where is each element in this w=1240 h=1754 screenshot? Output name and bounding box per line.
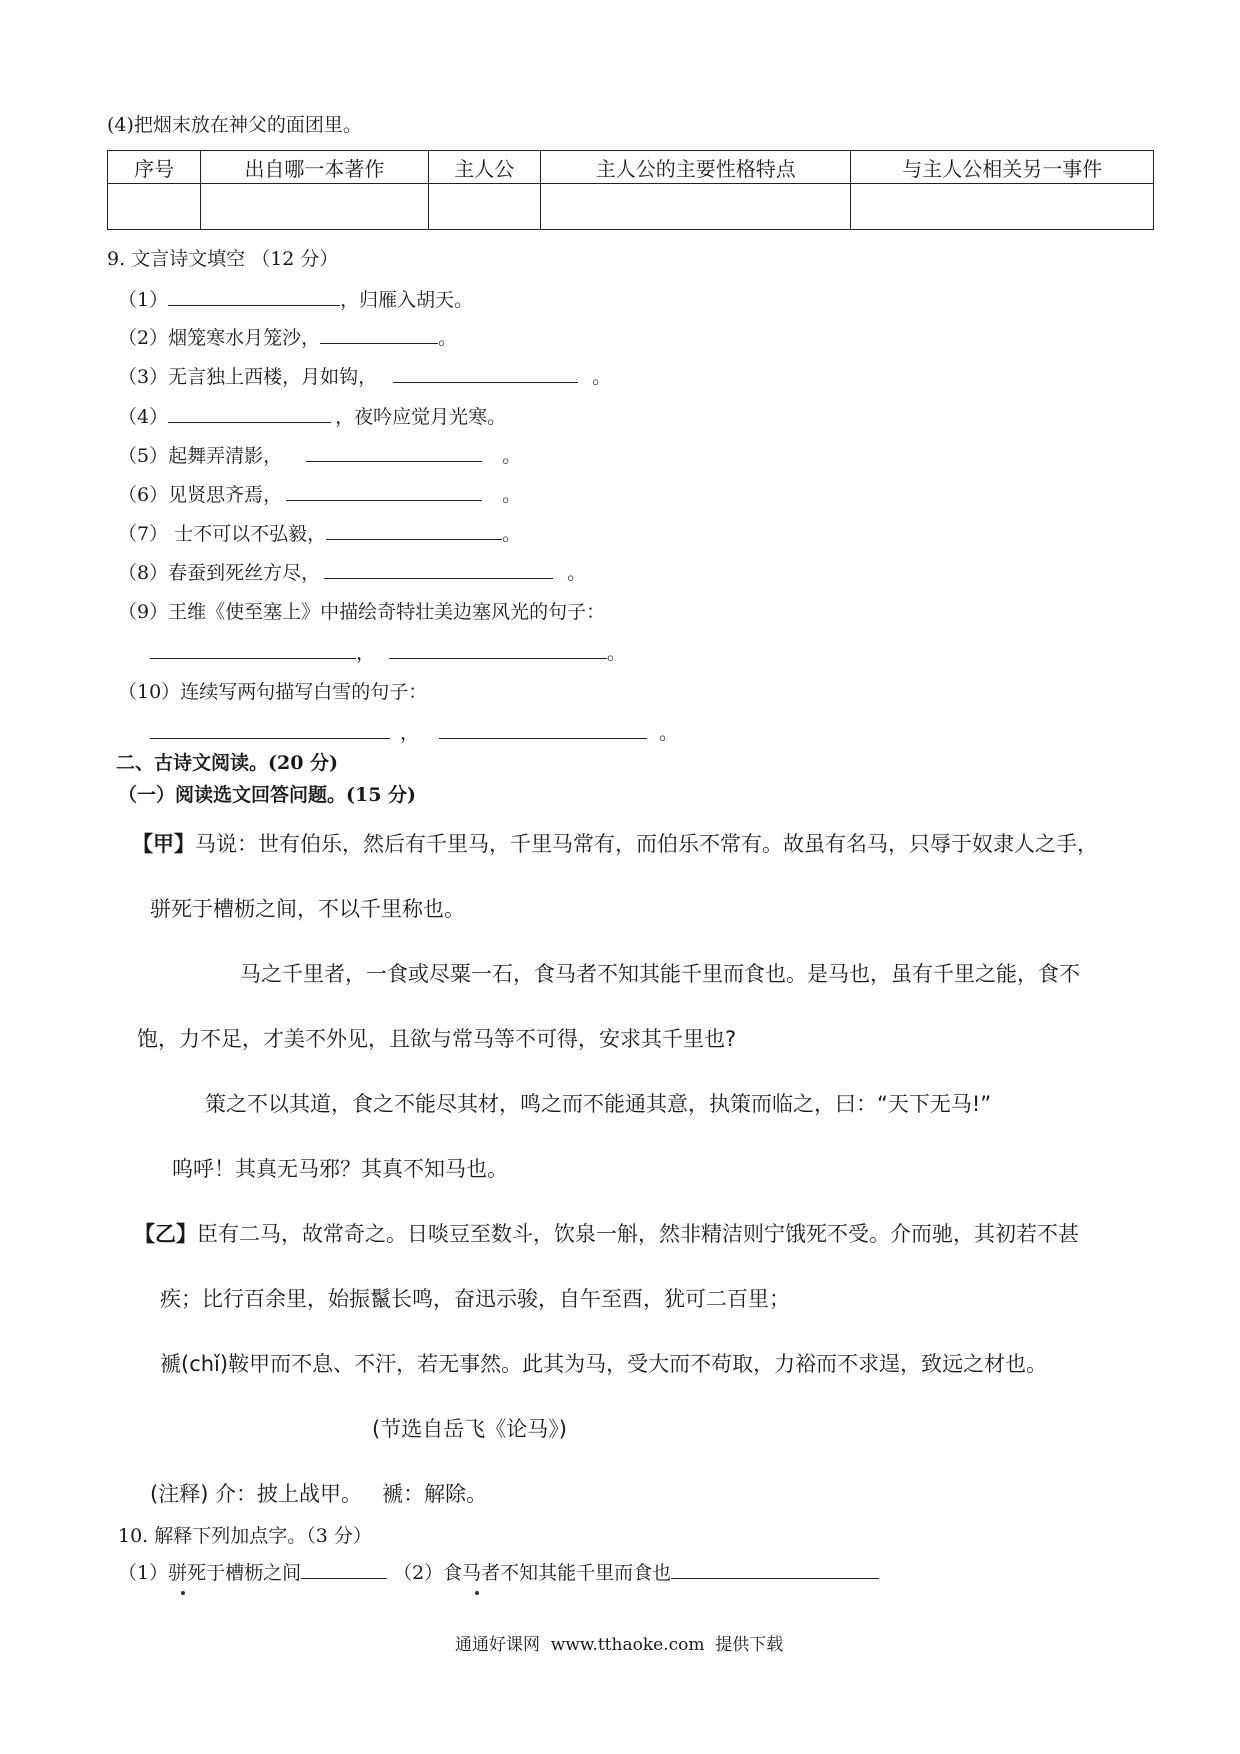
q9-item-10-answer-line (150, 718, 678, 745)
item-text: ，归雁入胡天。 (340, 289, 474, 311)
answer-blank[interactable] (389, 639, 607, 659)
q9-item-7 (118, 519, 521, 546)
item-number: （7） (118, 523, 169, 545)
passage-text: 臣有二马，故常奇之。日啖豆至数斗，饮泉一斛，然非精洁则宁饿死不受。介而驰，其初若不甚 (197, 1222, 1079, 1246)
q9-item-9 (118, 597, 605, 624)
table-row (108, 184, 1154, 230)
table-header: 出自哪一本著作 (201, 151, 428, 184)
passage-jia-line-6: 呜呼！其真无马邪？其真不知马也。 (172, 1157, 508, 1181)
item-end: 。 (438, 327, 458, 349)
item-number: （1） (118, 289, 169, 311)
table-cell[interactable] (428, 184, 540, 230)
passage-jia-line-4: 饱，力不足，才美不外见，且欲与常马等不可得，安求其千里也? (137, 1027, 737, 1051)
q9-item-10 (118, 677, 427, 704)
q10-items (118, 1558, 879, 1585)
answer-blank[interactable] (439, 719, 647, 739)
item-number: （5） (118, 445, 169, 467)
table-header: 主人公的主要性格特点 (541, 151, 851, 184)
passage-yi-line-1 (134, 1218, 1079, 1248)
passage-text: 马说：世有伯乐，然后有千里马，千里马常有，而伯乐不常有。故虽有名马，只辱于奴隶人之手， (195, 832, 1098, 856)
answer-blank[interactable] (150, 719, 390, 739)
item-text: 烟笼寒水月笼沙， (168, 327, 321, 349)
section-2-subtitle: （一）阅读选文回答问题。(15 分) (118, 784, 417, 806)
separator: ， (356, 642, 376, 664)
section-2-title: 二、古诗文阅读。(20 分) (116, 752, 339, 774)
q9-item-3 (118, 362, 611, 389)
table-header-row (108, 151, 1154, 184)
answer-blank[interactable] (320, 324, 438, 344)
answer-blank[interactable] (671, 1559, 879, 1579)
item-number: （9） (118, 601, 169, 623)
item-number: （6） (118, 484, 169, 506)
q10-item-1: （1）骈死于槽枥之间 (118, 1562, 302, 1584)
emphasis-dot (475, 1591, 479, 1595)
passage-yi-line-3: 褫(chǐ)鞍甲而不息、不汗，若无事然。此其为马，受大而不苟取，力裕而不求逞，致远之材也。 (160, 1352, 1048, 1376)
jia-label: 【甲】 (132, 832, 195, 856)
item-number: （2） (118, 327, 169, 349)
table-cell[interactable] (851, 184, 1154, 230)
item-text: 连续写两句描写白雪的句子： (180, 681, 428, 703)
answer-blank[interactable] (168, 286, 340, 306)
table-cell[interactable] (201, 184, 428, 230)
table-cell[interactable] (541, 184, 851, 230)
item-end: 。 (659, 722, 679, 744)
item-number: （3） (118, 366, 169, 388)
item-end: 。 (567, 562, 587, 584)
q9-item-2 (118, 323, 457, 350)
item-number: （8） (118, 562, 169, 584)
answer-blank[interactable] (286, 481, 482, 501)
q9-item-6 (118, 480, 521, 507)
passage-yi-line-2: 疾；比行百余里，始振鬣长鸣，奋迅示骏，自午至酉，犹可二百里； (160, 1287, 790, 1311)
item-text: 王维《使至塞上》中描绘奇特壮美边塞风光的句子： (168, 601, 606, 623)
table-cell[interactable] (108, 184, 201, 230)
answer-blank[interactable] (393, 363, 578, 383)
item-number: （10） (118, 681, 181, 703)
q9-item-4 (118, 402, 506, 429)
item-text: 士不可以不弘毅， (174, 523, 327, 545)
q9-title: 9. 文言诗文填空 （12 分） (107, 248, 339, 270)
q9-item-8 (118, 558, 586, 585)
yi-label: 【乙】 (134, 1222, 197, 1246)
table-header: 序号 (108, 151, 201, 184)
item-end: 。 (502, 484, 522, 506)
item-end: 。 (607, 642, 627, 664)
item-text: 春蚕到死丝方尽， (168, 562, 321, 584)
q9-item-5 (118, 441, 521, 468)
answer-blank[interactable] (168, 403, 331, 423)
item-number: （4） (118, 406, 169, 428)
item-text: 起舞弄清影， (168, 445, 283, 467)
item-text: 无言独上西楼，月如钩， (168, 366, 378, 388)
q9-item-1 (118, 285, 473, 312)
passage-note: (注释) 介：披上战甲。 褫：解除。 (150, 1482, 488, 1506)
page-footer: 通通好课网 www.tthaoke.com 提供下载 (455, 1635, 784, 1655)
answer-blank[interactable] (324, 559, 553, 579)
item-text: ，夜吟应觉月光寒。 (335, 406, 507, 428)
answer-blank[interactable] (150, 639, 356, 659)
answer-blank[interactable] (306, 442, 482, 462)
item-end: 。 (592, 366, 612, 388)
passage-jia-line-2: 骈死于槽枥之间，不以千里称也。 (150, 897, 465, 921)
separator: ， (400, 722, 420, 744)
answer-blank[interactable] (301, 1559, 387, 1579)
q10-item-2: （2）食马者不知其能千里而食也 (393, 1562, 672, 1584)
item-end: 。 (502, 445, 522, 467)
character-table (107, 150, 1154, 230)
passage-source: (节选自岳飞《论马》) (372, 1417, 567, 1441)
passage-jia-line-5: 策之不以其道，食之不能尽其材，鸣之而不能通其意，执策而临之，曰：“天下无马!” (205, 1092, 992, 1116)
table-header: 与主人公相关另一事件 (851, 151, 1154, 184)
q9-item-9-answer-line (150, 638, 626, 665)
passage-jia-line-1 (132, 828, 1098, 858)
passage-jia-line-3: 马之千里者，一食或尽粟一石，食马者不知其能千里而食也。是马也，虽有千里之能，食不 (240, 962, 1080, 986)
item-text: 见贤思齐焉， (168, 484, 283, 506)
table-header: 主人公 (428, 151, 540, 184)
q8-item-4: (4)把烟末放在神父的面团里。 (107, 114, 362, 136)
item-end: 。 (502, 523, 522, 545)
answer-blank[interactable] (326, 520, 502, 540)
q10-title: 10. 解释下列加点字。（3 分） (118, 1525, 372, 1547)
emphasis-dot (181, 1591, 185, 1595)
